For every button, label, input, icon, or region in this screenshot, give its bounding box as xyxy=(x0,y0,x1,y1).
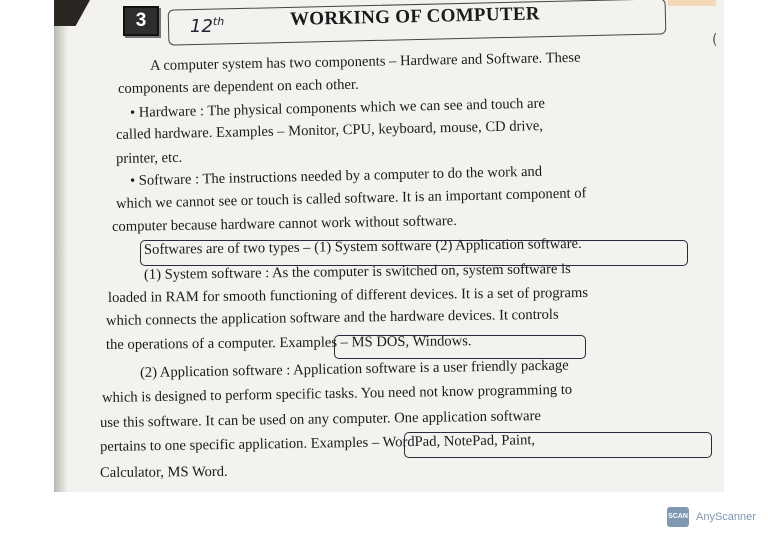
background-strip xyxy=(668,0,716,6)
handwritten-class-note xyxy=(190,15,224,37)
text-line-1: A computer system has two components – Hardware and Software. These xyxy=(149,49,581,74)
software-line-3: computer because hardware cannot work without software. xyxy=(111,212,457,235)
hardware-line-3: printer, etc. xyxy=(115,149,183,167)
application-software-line-4: pertains to one specific application. Examples – WordPad, NotePad, Paint, xyxy=(99,432,536,455)
application-software-line-1: (2) Application software : Application software is a user friendly package xyxy=(139,357,569,381)
application-software-line-2: which is designed to perform specific tasks. You need not know programming to xyxy=(101,381,573,406)
system-software-line-4: the operations of a computer. Examples – MS DOS, Windows. xyxy=(105,333,472,353)
system-software-line-3: which connects the application software and the hardware devices. It controls xyxy=(105,306,559,329)
scanner-watermark: AnyScanner xyxy=(696,511,756,523)
chapter-title: WORKING OF COMPUTER xyxy=(289,3,541,30)
software-line-2: which we cannot see or touch is called software. It is an important component of xyxy=(115,185,587,212)
handwritten-class: 12 xyxy=(190,16,213,37)
page-corner xyxy=(54,0,90,26)
application-software-line-3: use this software. It can be used on any computer. One application software xyxy=(99,408,541,431)
chapter-number-badge: 3 xyxy=(123,6,159,36)
page-gutter-shadow xyxy=(54,0,68,492)
hardware-line-1: • Hardware : The physical components which we can see and touch are xyxy=(129,95,546,121)
scanner-logo-icon: SCAN xyxy=(667,507,689,527)
system-software-line-1: (1) System software : As the computer is switched on, system software is xyxy=(143,261,571,283)
text-line-2: components are dependent on each other. xyxy=(117,76,359,97)
margin-mark: ( xyxy=(712,32,718,48)
handwritten-class-suffix: th xyxy=(212,15,225,28)
hardware-line-2: called hardware. Examples – Monitor, CPU, keyboard, mouse, CD drive, xyxy=(115,118,544,143)
software-types-line: Softwares are of two types – (1) System software (2) Application software. xyxy=(143,235,582,258)
application-software-line-5: Calculator, MS Word. xyxy=(99,463,228,481)
software-line-1: • Software : The instructions needed by a computer to do the work and xyxy=(129,163,543,189)
system-software-line-2: loaded in RAM for smooth functioning of different devices. It is a set of programs xyxy=(107,284,589,306)
